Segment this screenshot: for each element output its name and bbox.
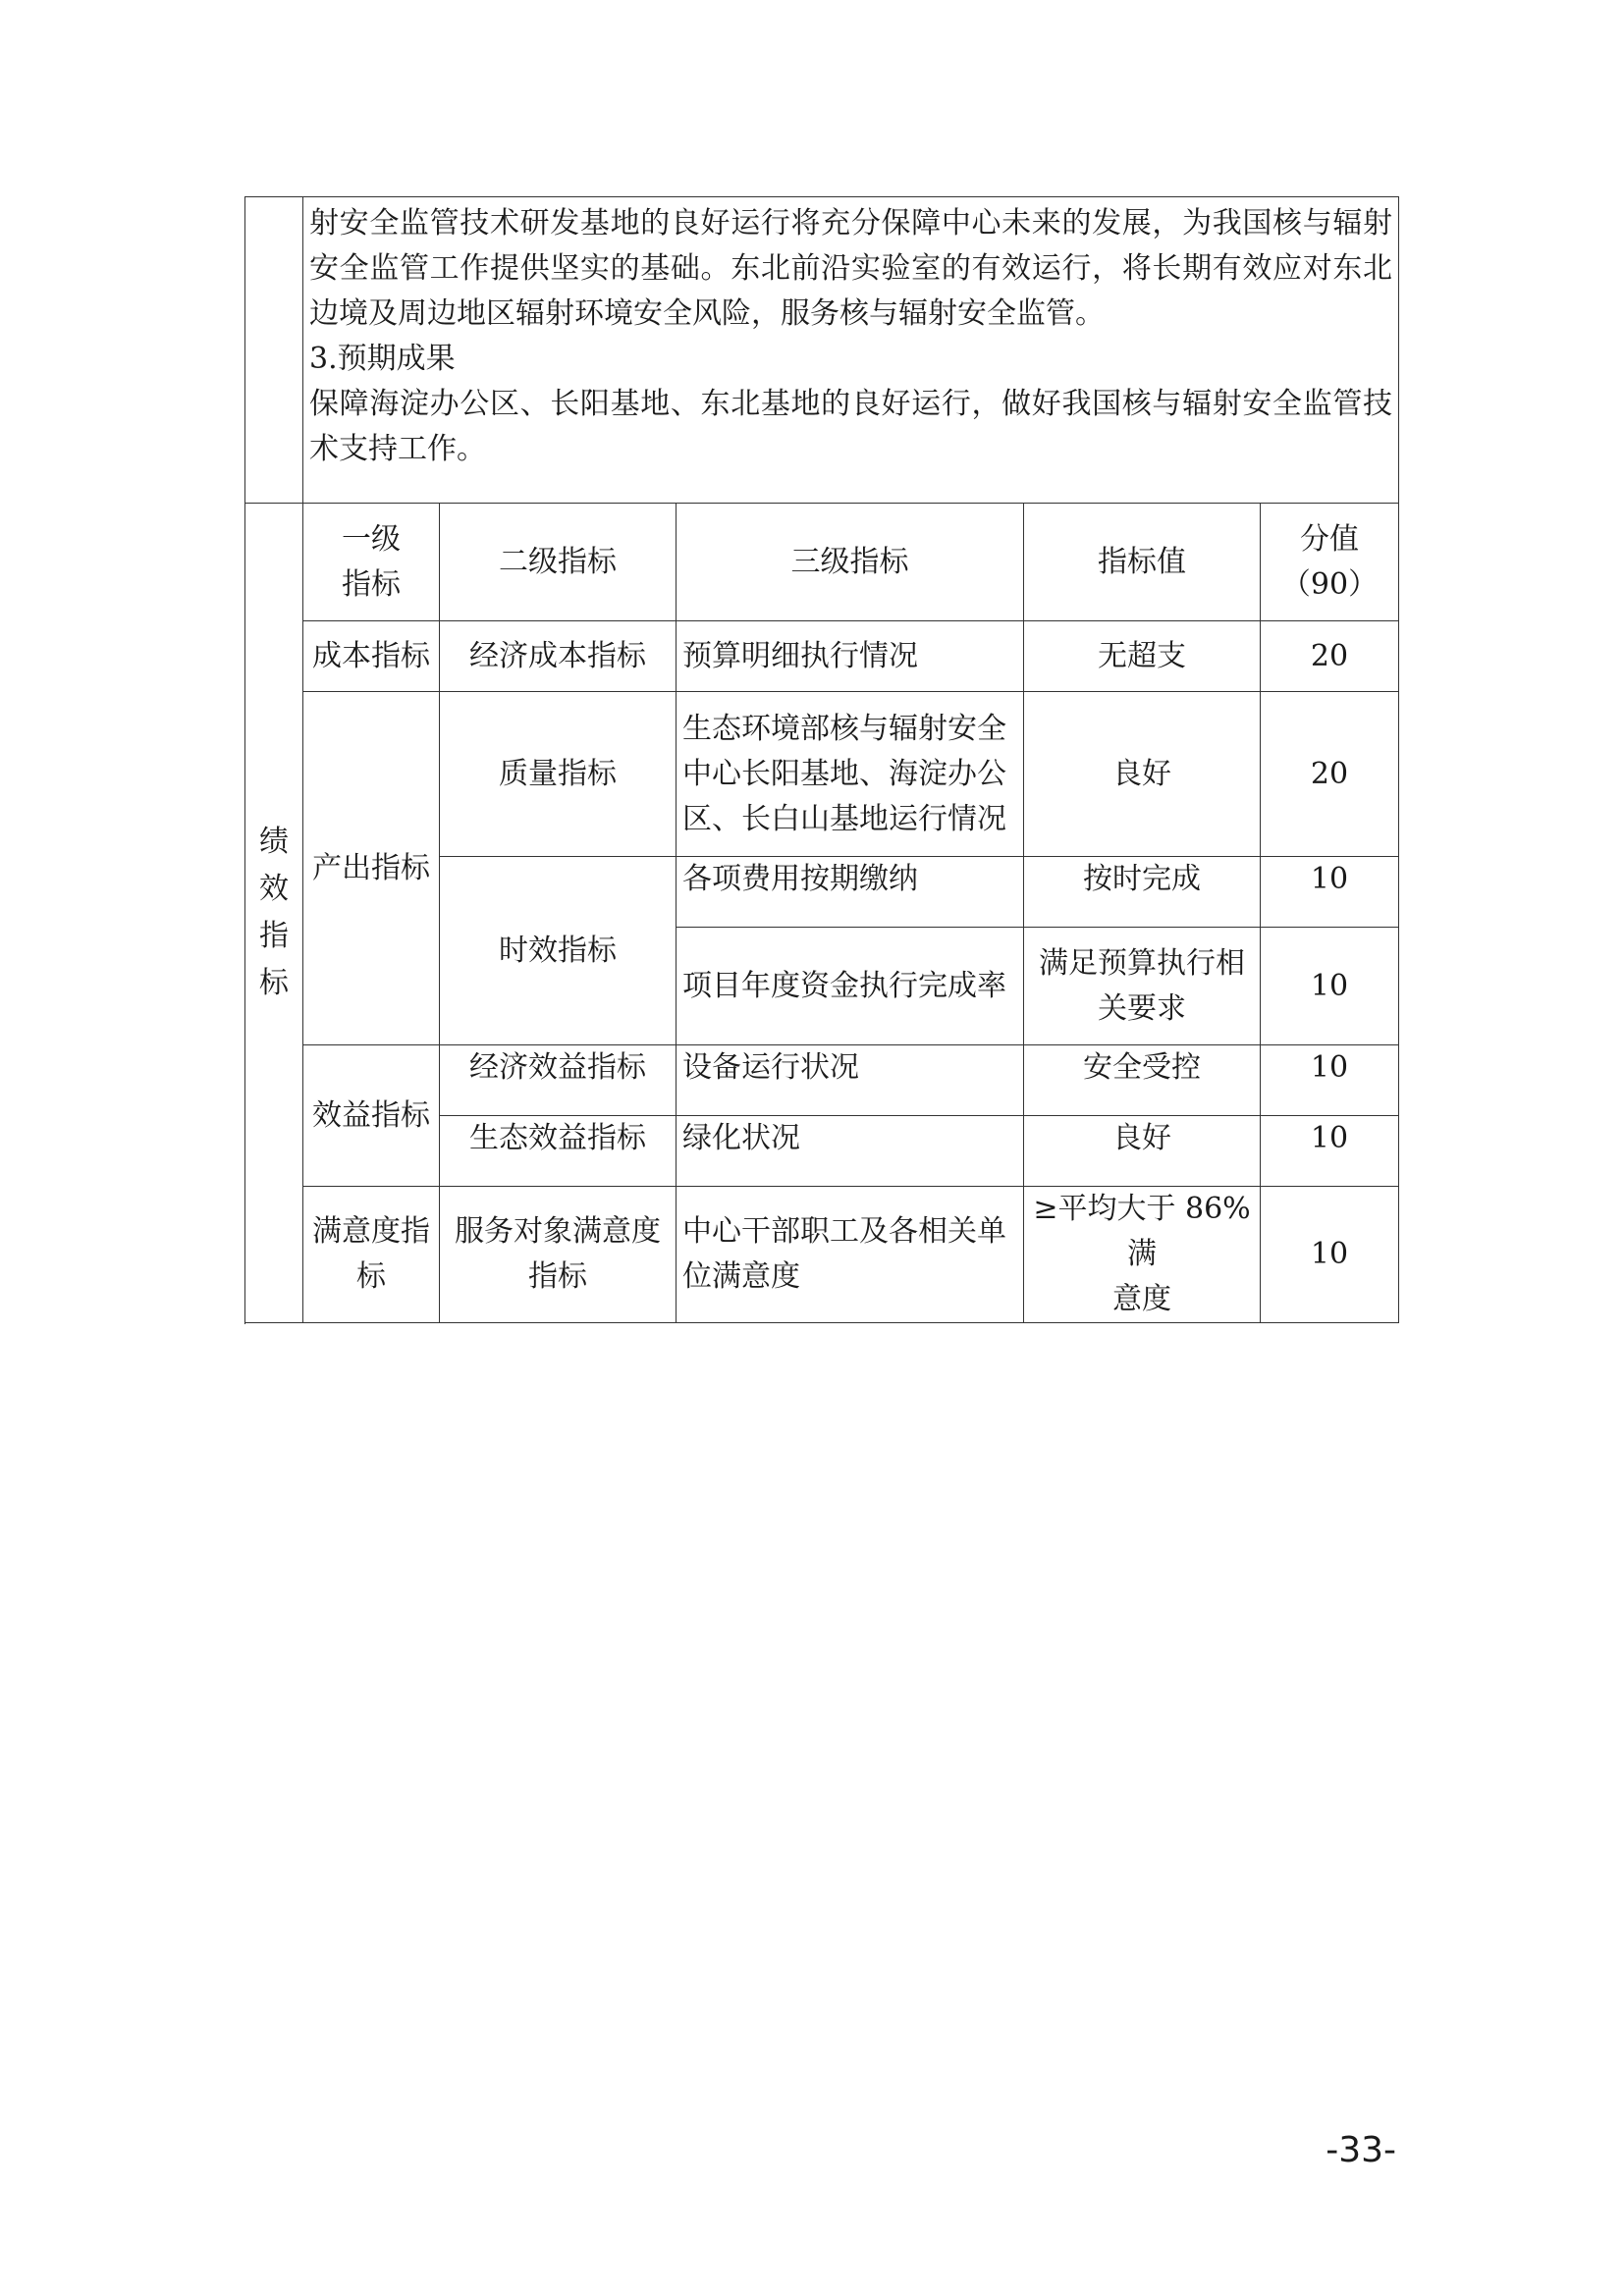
- value-cell: 按时完成: [1024, 857, 1261, 928]
- value-cell: 无超支: [1024, 621, 1261, 692]
- level3-cell: 设备运行状况: [677, 1045, 1024, 1116]
- table-row: [245, 1045, 1399, 1116]
- header-score: 分值 （90）: [1261, 504, 1399, 621]
- header-level3: 三级指标: [677, 504, 1024, 621]
- score-cell: 10: [1261, 928, 1399, 1045]
- level3-cell: 预算明细执行情况: [677, 621, 1024, 692]
- score-cell: 10: [1261, 857, 1399, 928]
- header-level1: 一级 指标: [303, 504, 440, 621]
- level2-cell: 经济效益指标: [440, 1045, 677, 1116]
- value-cell: 满足预算执行相 关要求: [1024, 928, 1261, 1045]
- level1-cell: 效益指标: [303, 1045, 440, 1187]
- level2-cell: 时效指标: [440, 857, 677, 1045]
- level3-cell: 项目年度资金执行完成率: [677, 928, 1024, 1045]
- level3-cell: 各项费用按期缴纳: [677, 857, 1024, 928]
- intro-text: [303, 197, 1399, 504]
- level1-cell: 成本指标: [303, 621, 440, 692]
- value-cell: ≥平均大于 86%满 意度: [1024, 1187, 1261, 1323]
- table-row: [245, 692, 1399, 857]
- score-cell: 10: [1261, 1116, 1399, 1187]
- intro-heading: 3.预期成果: [309, 342, 456, 376]
- header-value: 指标值: [1024, 504, 1261, 621]
- intro-line: 保障海淀办公区、长阳基地、东北基地的良好运行，做好我国核与辐射安全监管技: [309, 387, 1393, 421]
- level2-cell: 质量指标: [440, 692, 677, 857]
- level2-cell: 经济成本指标: [440, 621, 677, 692]
- header-row: [245, 504, 1399, 621]
- intro-line: 射安全监管技术研发基地的良好运行将充分保障中心未来的发展，为我国核与辐射: [309, 206, 1393, 240]
- intro-line: 术支持工作。: [309, 432, 486, 466]
- score-cell: 20: [1261, 692, 1399, 857]
- value-cell: 良好: [1024, 1116, 1261, 1187]
- level1-cell: 产出指标: [303, 692, 440, 1045]
- intro-row: [245, 197, 1399, 504]
- level1-cell: 满意度指 标: [303, 1187, 440, 1323]
- level2-cell: 服务对象满意度 指标: [440, 1187, 677, 1323]
- level3-cell: 生态环境部核与辐射安全 中心长阳基地、海淀办公 区、长白山基地运行情况: [677, 692, 1024, 857]
- intro-left-blank: [245, 197, 303, 504]
- intro-line: 安全监管工作提供坚实的基础。东北前沿实验室的有效运行，将长期有效应对东北: [309, 251, 1393, 286]
- level2-cell: 生态效益指标: [440, 1116, 677, 1187]
- value-cell: 安全受控: [1024, 1045, 1261, 1116]
- score-cell: 10: [1261, 1045, 1399, 1116]
- level3-cell: 绿化状况: [677, 1116, 1024, 1187]
- value-cell: 良好: [1024, 692, 1261, 857]
- section-label: 绩 效 指 标: [245, 504, 303, 1323]
- header-level2: 二级指标: [440, 504, 677, 621]
- page-number: -33-: [1326, 2130, 1396, 2170]
- table-row: [245, 1187, 1399, 1323]
- score-cell: 10: [1261, 1187, 1399, 1323]
- intro-line: 边境及周边地区辐射环境安全风险，服务核与辐射安全监管。: [309, 296, 1105, 331]
- level3-cell: 中心干部职工及各相关单 位满意度: [677, 1187, 1024, 1323]
- table-row: [245, 621, 1399, 692]
- score-cell: 20: [1261, 621, 1399, 692]
- performance-table: [244, 196, 1399, 1323]
